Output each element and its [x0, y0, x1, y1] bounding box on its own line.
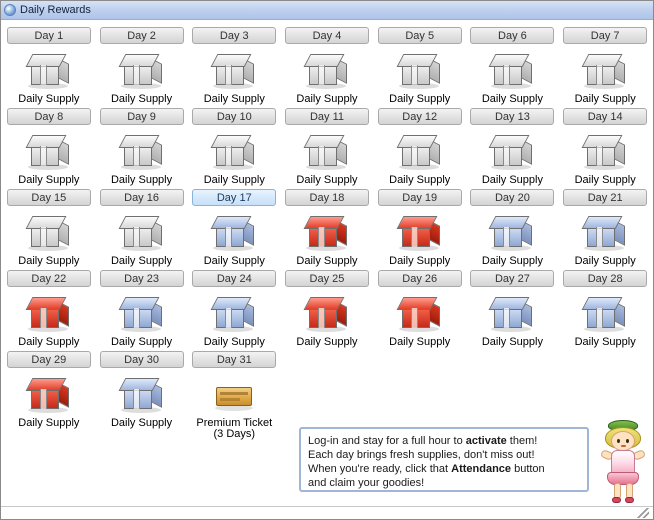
message-line-3-pre: When you're ready, click that: [308, 463, 452, 475]
reward-item-label: [111, 175, 172, 186]
reward-item-name: Daily Supply: [18, 255, 80, 267]
reward-item-icon-wrap: [303, 48, 351, 92]
eye-left-icon: [617, 439, 620, 443]
reward-item-label: [204, 175, 265, 186]
reward-item-name: Daily Supply: [574, 336, 636, 348]
reward-item-name: Daily Supply: [389, 174, 451, 186]
day-button[interactable]: Day 15: [7, 189, 91, 206]
supply-box-icon[interactable]: [396, 52, 444, 92]
day-button[interactable]: Day 7: [563, 27, 647, 44]
reward-item-name: Daily Supply: [18, 174, 80, 186]
day-button[interactable]: Day 19: [378, 189, 462, 206]
message-line-3: [308, 462, 580, 476]
reward-cell: [282, 267, 372, 348]
supply-box-icon[interactable]: [303, 52, 351, 92]
reward-item-label: [18, 418, 79, 429]
reward-item-name: Daily Supply: [203, 336, 265, 348]
day-button[interactable]: Day 4: [285, 27, 369, 44]
supply-box-icon[interactable]: [118, 52, 166, 92]
reward-item-label: [18, 94, 79, 105]
reward-cell: [189, 105, 279, 186]
reward-item-name: Daily Supply: [296, 255, 358, 267]
reward-item-icon-wrap: [396, 210, 444, 254]
message-line-1: [308, 434, 580, 448]
supply-box-icon[interactable]: [25, 295, 73, 335]
day-button[interactable]: Day 10: [192, 108, 276, 125]
reward-item-icon-wrap: [25, 48, 73, 92]
message-line-4: and claim your goodies!: [308, 477, 425, 489]
reward-item-icon-wrap: [303, 129, 351, 173]
reward-cell: [4, 348, 94, 440]
reward-item-label: [111, 94, 172, 105]
shoe-right-icon: [625, 497, 634, 503]
reward-cell: [560, 105, 650, 186]
supply-box-icon[interactable]: [25, 133, 73, 173]
supply-box-icon[interactable]: [303, 295, 351, 335]
reward-cell: [375, 105, 465, 186]
day-button[interactable]: Day 21: [563, 189, 647, 206]
mouth-icon: [621, 445, 626, 447]
reward-item-sublabel: (3 Days): [213, 428, 256, 440]
reward-item-label: [111, 256, 172, 267]
reward-item-label: [482, 175, 543, 186]
supply-box-icon[interactable]: [303, 214, 351, 254]
message-line-2: Each day brings fresh supplies, don't miss out!: [308, 449, 535, 461]
reward-item-name: Daily Supply: [110, 174, 173, 186]
npc-character: [596, 420, 652, 506]
reward-item-name: Daily Supply: [110, 255, 173, 267]
supply-box-icon[interactable]: [25, 214, 73, 254]
reward-item-label: [389, 175, 450, 186]
supply-box-icon[interactable]: [303, 133, 351, 173]
message-line-3-post: button: [511, 463, 545, 475]
reward-item-icon-wrap: [488, 291, 536, 335]
reward-cell: [282, 105, 372, 186]
reward-item-icon-wrap: [210, 372, 258, 416]
reward-item-icon-wrap: [581, 48, 629, 92]
reward-item-label: [575, 256, 636, 267]
reward-cell: [282, 24, 372, 105]
reward-cell: [4, 105, 94, 186]
reward-item-label: [111, 337, 172, 348]
supply-box-icon[interactable]: [581, 52, 629, 92]
reward-item-name: Daily Supply: [110, 93, 173, 105]
reward-cell: [560, 267, 650, 348]
supply-box-icon[interactable]: [25, 376, 73, 416]
reward-item-label: [575, 94, 636, 105]
reward-item-label: [204, 337, 265, 348]
app-icon: [4, 4, 16, 16]
reward-item-icon-wrap: [210, 291, 258, 335]
supply-box-icon[interactable]: [210, 214, 258, 254]
rewards-grid: [4, 24, 650, 440]
reward-cell: [97, 348, 187, 440]
reward-cell: [560, 24, 650, 105]
supply-box-icon[interactable]: [25, 52, 73, 92]
day-button[interactable]: Day 27: [470, 270, 554, 287]
reward-item-name: Daily Supply: [18, 336, 80, 348]
reward-item-label: [575, 337, 636, 348]
message-line-1-post: them!: [506, 435, 538, 447]
reward-item-name: Daily Supply: [203, 255, 265, 267]
supply-box-icon[interactable]: [581, 214, 629, 254]
reward-item-name: Daily Supply: [296, 93, 358, 105]
reward-item-label: [111, 418, 172, 429]
reward-item-icon-wrap: [581, 129, 629, 173]
day-button[interactable]: Day 22: [7, 270, 91, 287]
reward-cell: [4, 267, 94, 348]
supply-box-icon[interactable]: [118, 214, 166, 254]
reward-item-name: Daily Supply: [18, 417, 80, 429]
shoe-left-icon: [612, 497, 621, 503]
reward-item-label: [196, 418, 272, 440]
reward-item-label: [389, 94, 450, 105]
supply-box-icon[interactable]: [488, 214, 536, 254]
reward-cell: [97, 105, 187, 186]
reward-item-name: Daily Supply: [296, 336, 358, 348]
reward-item-label: [389, 337, 450, 348]
reward-cell: [4, 24, 94, 105]
reward-item-name: Daily Supply: [110, 417, 173, 429]
day-button[interactable]: Day 31: [192, 351, 276, 368]
reward-item-icon-wrap: [303, 291, 351, 335]
supply-box-icon[interactable]: [396, 214, 444, 254]
reward-item-icon-wrap: [118, 210, 166, 254]
reward-cell: [189, 24, 279, 105]
reward-item-name: Daily Supply: [296, 174, 358, 186]
reward-item-icon-wrap: [25, 291, 73, 335]
reward-item-label: [575, 175, 636, 186]
reward-item-name: Daily Supply: [481, 93, 543, 105]
reward-cell: [282, 186, 372, 267]
day-button[interactable]: Day 16: [100, 189, 184, 206]
reward-item-icon-wrap: [488, 48, 536, 92]
reward-item-name: Daily Supply: [110, 336, 173, 348]
day-button[interactable]: Day 30: [100, 351, 184, 368]
message-line-1-pre: Log-in and stay for a full hour to: [308, 435, 466, 447]
day-button[interactable]: Day 12: [378, 108, 462, 125]
day-button[interactable]: Day 25: [285, 270, 369, 287]
day-button[interactable]: Day 20: [470, 189, 554, 206]
reward-item-icon-wrap: [396, 48, 444, 92]
info-message-panel: [299, 427, 589, 492]
reward-item-icon-wrap: [303, 210, 351, 254]
day-button[interactable]: Day 9: [100, 108, 184, 125]
window-statusbar: [1, 506, 653, 519]
supply-box-icon[interactable]: [396, 133, 444, 173]
reward-item-icon-wrap: [210, 129, 258, 173]
reward-item-label: [482, 256, 543, 267]
reward-item-name: Daily Supply: [574, 174, 636, 186]
reward-cell: [468, 105, 558, 186]
reward-cell: [4, 186, 94, 267]
reward-item-icon-wrap: [396, 291, 444, 335]
skirt-icon: [607, 472, 639, 485]
reward-item-name: Premium Ticket: [196, 417, 273, 429]
day-button[interactable]: Day 18: [285, 189, 369, 206]
message-line-1-bold: activate: [465, 435, 507, 447]
reward-item-name: Daily Supply: [389, 336, 451, 348]
day-button[interactable]: Day 14: [563, 108, 647, 125]
reward-cell: [375, 267, 465, 348]
reward-item-label: [18, 337, 79, 348]
reward-cell: [468, 24, 558, 105]
reward-cell: [375, 186, 465, 267]
supply-box-icon[interactable]: [581, 295, 629, 335]
reward-item-icon-wrap: [118, 129, 166, 173]
day-button[interactable]: Day 23: [100, 270, 184, 287]
reward-item-icon-wrap: [25, 129, 73, 173]
reward-cell: [468, 186, 558, 267]
reward-item-name: Daily Supply: [203, 174, 265, 186]
reward-item-icon-wrap: [488, 210, 536, 254]
reward-item-name: Daily Supply: [203, 93, 265, 105]
supply-box-icon[interactable]: [396, 295, 444, 335]
reward-cell: [468, 267, 558, 348]
reward-item-name: Daily Supply: [574, 93, 636, 105]
face-icon: [611, 431, 635, 451]
supply-box-icon[interactable]: [210, 133, 258, 173]
day-button[interactable]: Day 29: [7, 351, 91, 368]
reward-item-label: [296, 256, 357, 267]
reward-cell: [97, 186, 187, 267]
reward-item-icon-wrap: [210, 210, 258, 254]
day-button[interactable]: Day 8: [7, 108, 91, 125]
reward-item-name: Daily Supply: [481, 255, 543, 267]
day-button[interactable]: Day 26: [378, 270, 462, 287]
reward-item-name: Daily Supply: [389, 255, 451, 267]
reward-item-label: [18, 256, 79, 267]
day-button[interactable]: Day 24: [192, 270, 276, 287]
reward-cell: [560, 186, 650, 267]
day-button[interactable]: Day 3: [192, 27, 276, 44]
supply-box-icon[interactable]: [488, 52, 536, 92]
reward-cell: [97, 24, 187, 105]
supply-box-icon[interactable]: [118, 376, 166, 416]
reward-item-icon-wrap: [396, 129, 444, 173]
reward-item-name: Daily Supply: [18, 93, 80, 105]
reward-item-label: [296, 94, 357, 105]
supply-box-icon[interactable]: [488, 295, 536, 335]
reward-item-label: [204, 256, 265, 267]
message-line-3-bold: Attendance: [451, 463, 512, 475]
reward-cell: [189, 267, 279, 348]
reward-item-icon-wrap: [118, 291, 166, 335]
day-button[interactable]: Day 5: [378, 27, 462, 44]
reward-item-label: [482, 94, 543, 105]
premium-ticket-icon[interactable]: [210, 376, 258, 416]
supply-box-icon[interactable]: [581, 133, 629, 173]
window-title: Daily Rewards: [20, 4, 91, 16]
supply-box-icon[interactable]: [118, 295, 166, 335]
reward-cell: [97, 267, 187, 348]
reward-item-icon-wrap: [210, 48, 258, 92]
reward-item-label: [296, 175, 357, 186]
reward-item-icon-wrap: [25, 372, 73, 416]
day-button[interactable]: Day 17: [192, 189, 276, 206]
reward-item-name: Daily Supply: [389, 93, 451, 105]
day-button[interactable]: Day 11: [285, 108, 369, 125]
reward-item-label: [482, 337, 543, 348]
day-button[interactable]: Day 1: [7, 27, 91, 44]
resize-grip[interactable]: [637, 508, 649, 518]
rewards-content: [1, 20, 653, 506]
reward-item-label: [296, 337, 357, 348]
day-button[interactable]: Day 2: [100, 27, 184, 44]
reward-cell: [189, 348, 279, 440]
reward-item-icon-wrap: [118, 48, 166, 92]
reward-item-icon-wrap: [581, 210, 629, 254]
supply-box-icon[interactable]: [488, 133, 536, 173]
day-button[interactable]: Day 13: [470, 108, 554, 125]
reward-item-label: [389, 256, 450, 267]
supply-box-icon[interactable]: [210, 295, 258, 335]
reward-cell: [189, 186, 279, 267]
reward-item-label: [204, 94, 265, 105]
reward-item-name: Daily Supply: [481, 336, 543, 348]
reward-item-icon-wrap: [581, 291, 629, 335]
reward-item-label: [18, 175, 79, 186]
day-button[interactable]: Day 6: [470, 27, 554, 44]
window-titlebar: [1, 1, 653, 20]
reward-item-icon-wrap: [118, 372, 166, 416]
reward-item-name: Daily Supply: [481, 174, 543, 186]
supply-box-icon[interactable]: [118, 133, 166, 173]
eye-right-icon: [626, 439, 629, 443]
reward-item-icon-wrap: [25, 210, 73, 254]
supply-box-icon[interactable]: [210, 52, 258, 92]
day-button[interactable]: Day 28: [563, 270, 647, 287]
reward-item-name: Daily Supply: [574, 255, 636, 267]
reward-item-icon-wrap: [488, 129, 536, 173]
reward-cell: [375, 24, 465, 105]
